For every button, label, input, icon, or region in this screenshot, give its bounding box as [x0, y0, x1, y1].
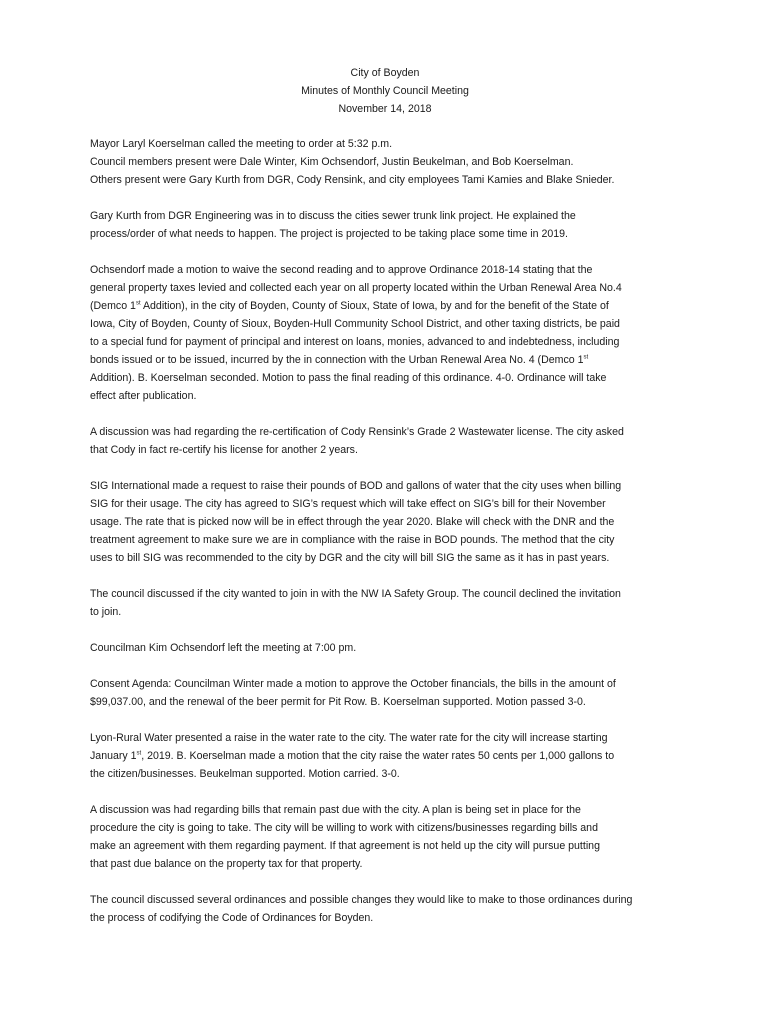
paragraph-line: that past due balance on the property tax for that property.	[90, 858, 363, 870]
paragraph-line: to a special fund for payment of principal and interest on loans, monies, advanced to and indebtedness, including	[90, 336, 620, 348]
paragraph-line: January 1st, 2019. B. Koerselman made a motion that the city raise the water rates 50 cents per 1,000 gallons to	[90, 750, 615, 762]
paragraph-line: effect after publication.	[90, 390, 197, 402]
paragraph-line: Council members present were Dale Winter, Kim Ochsendorf, Justin Beukelman, and Bob Koerselman.	[90, 156, 574, 168]
minutes-body	[90, 135, 680, 927]
paragraph-line: uses to bill SIG was recommended to the city by DGR and the city will bill SIG the same as it has in past years.	[90, 552, 610, 564]
paragraph-line: A discussion was had regarding the re-certification of Cody Rensink’s Grade 2 Wastewater license. The city asked	[90, 426, 624, 438]
paragraph-line: SIG for their usage. The city has agreed to SIG’s request which will take effect on SIG’s bill for their November	[90, 498, 606, 510]
minutes-paragraph	[90, 891, 680, 927]
minutes-paragraph	[90, 801, 680, 873]
paragraph-line: $99,037.00, and the renewal of the beer permit for Pit Row. B. Koerselman supported. Motion passed 3-0.	[90, 696, 586, 708]
minutes-paragraph	[90, 729, 680, 783]
minutes-paragraph	[90, 477, 680, 567]
paragraph-line: Consent Agenda: Councilman Winter made a motion to approve the October financials, the bills in the amount of	[90, 678, 616, 690]
paragraph-line: SIG International made a request to raise their pounds of BOD and gallons of water that the city uses when billing	[90, 480, 622, 492]
paragraph-line: to join.	[90, 606, 122, 618]
paragraph-line: Gary Kurth from DGR Engineering was in to discuss the cities sewer trunk link project. He explained the	[90, 210, 576, 222]
paragraph-line: Iowa, City of Boyden, County of Sioux, Boyden-Hull Community School District, and other taxing districts, be paid	[90, 318, 620, 330]
meeting-date: November 14, 2018	[338, 103, 432, 115]
paragraph-line: Ochsendorf made a motion to waive the second reading and to approve Ordinance 2018-14 stating that the	[90, 264, 593, 276]
paragraph-line: Councilman Kim Ochsendorf left the meeting at 7:00 pm.	[90, 642, 357, 654]
paragraph-line: the citizen/businesses. Beukelman supported. Motion carried. 3-0.	[90, 768, 400, 780]
minutes-paragraph	[90, 675, 680, 711]
document-page	[90, 64, 680, 945]
paragraph-line: make an agreement with them regarding payment. If that agreement is not held up the city will pursue putting	[90, 840, 600, 852]
document-title: Minutes of Monthly Council Meeting	[301, 85, 469, 97]
document-header	[90, 64, 680, 118]
paragraph-line: (Demco 1st Addition), in the city of Boyden, County of Sioux, State of Iowa, by and for the benefit of the State of	[90, 300, 609, 312]
paragraph-line: the process of codifying the Code of Ordinances for Boyden.	[90, 912, 374, 924]
paragraph-line: The council discussed if the city wanted to join in with the NW IA Safety Group. The council declined the invitation	[90, 588, 621, 600]
paragraph-line: general property taxes levied and collected each year on all property located within the Urban Renewal Area No.4	[90, 282, 622, 294]
paragraph-line: Lyon-Rural Water presented a raise in the water rate to the city. The water rate for the city will increase starting	[90, 732, 608, 744]
city-name: City of Boyden	[350, 67, 420, 79]
paragraph-line: process/order of what needs to happen. The project is projected to be taking place some time in 2019.	[90, 228, 568, 240]
minutes-paragraph	[90, 261, 680, 405]
paragraph-line: Addition). B. Koerselman seconded. Motion to pass the final reading of this ordinance. 4-0. Ordinance will take	[90, 372, 607, 384]
minutes-paragraph	[90, 585, 680, 621]
paragraph-line: Mayor Laryl Koerselman called the meeting to order at 5:32 p.m.	[90, 138, 393, 150]
minutes-paragraph	[90, 423, 680, 459]
paragraph-line: treatment agreement to make sure we are in compliance with the raise in BOD pounds. The method that the city	[90, 534, 615, 546]
minutes-paragraph	[90, 135, 680, 189]
paragraph-line: that Cody in fact re-certify his license for another 2 years.	[90, 444, 358, 456]
minutes-paragraph	[90, 207, 680, 243]
paragraph-line: Others present were Gary Kurth from DGR, Cody Rensink, and city employees Tami Kamies and Blake Snieder.	[90, 174, 615, 186]
paragraph-line: A discussion was had regarding bills that remain past due with the city. A plan is being set in place for the	[90, 804, 581, 816]
paragraph-line: The council discussed several ordinances and possible changes they would like to make to those ordinances during	[90, 894, 633, 906]
paragraph-line: procedure the city is going to take. The city will be willing to work with citizens/businesses regarding bills and	[90, 822, 598, 834]
minutes-paragraph	[90, 639, 680, 657]
paragraph-line: bonds issued or to be issued, incurred by the in connection with the Urban Renewal Area No. 4 (Demco 1st	[90, 354, 589, 366]
paragraph-line: usage. The rate that is picked now will be in effect through the year 2020. Blake will check with the DNR and the	[90, 516, 615, 528]
